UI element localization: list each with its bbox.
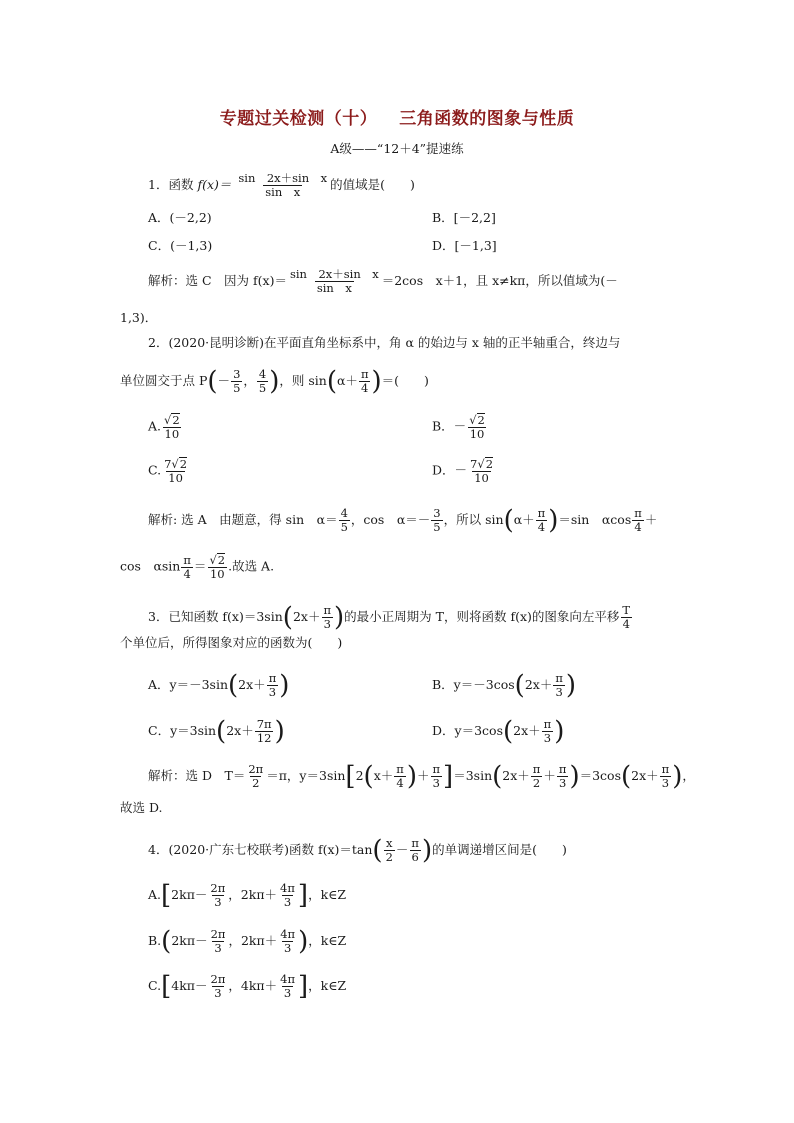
numerator: π xyxy=(532,762,541,776)
q1-option-d: D．[－1,3] xyxy=(432,238,497,253)
denominator: 4 xyxy=(361,381,369,396)
q2-solution-line2: cos αsin $\frac{\pi}{4}$ ＝ $\frac{√2}{10}$ .故选 A. xyxy=(120,552,275,582)
bracket: ] xyxy=(297,880,309,911)
fraction xyxy=(409,837,421,864)
fraction xyxy=(553,672,565,699)
q1-option-c: C．(－1,3) xyxy=(148,238,213,253)
denominator: sin x xyxy=(265,185,301,200)
denominator: 4 xyxy=(634,520,642,535)
denominator: 3 xyxy=(214,895,222,910)
numerator: sin 2x＋sin x xyxy=(238,171,328,185)
denominator: 5 xyxy=(233,381,241,396)
text: B．－ xyxy=(432,418,467,434)
denominator: 5 xyxy=(433,520,441,535)
text: ，k∈Z xyxy=(308,887,347,903)
numerator: 4π xyxy=(280,972,295,986)
q4-option-a xyxy=(148,882,346,909)
text: ，k∈Z xyxy=(308,978,347,994)
text: 2kπ－ xyxy=(171,887,208,903)
fraction xyxy=(278,882,297,909)
denominator: 10 xyxy=(474,471,489,486)
bracket: [ xyxy=(161,880,172,911)
text: ，cos α＝－ xyxy=(350,512,431,528)
denominator: 10 xyxy=(209,567,225,582)
numerator: π xyxy=(411,836,419,850)
text: D．－ xyxy=(432,462,468,478)
text: 2x＋ xyxy=(292,609,321,625)
paren: ) xyxy=(298,926,309,957)
paren: ) xyxy=(371,366,382,397)
fraction xyxy=(209,928,228,955)
q2-option-c xyxy=(148,457,190,485)
text: ， xyxy=(243,373,256,389)
fraction xyxy=(557,763,569,790)
fraction xyxy=(536,507,548,534)
text: x＋ xyxy=(373,768,394,784)
text: 2x＋ xyxy=(226,723,254,739)
text: ＋ xyxy=(543,768,556,784)
paren: ) xyxy=(274,716,285,747)
fraction xyxy=(384,837,395,864)
text: α＋ xyxy=(336,373,358,389)
q3-option-b xyxy=(432,672,576,699)
paren: ) xyxy=(421,835,433,866)
paren: ( xyxy=(503,505,514,536)
fraction xyxy=(430,763,442,790)
text: A. xyxy=(148,418,162,434)
q3-solution-cont: 故选 D. xyxy=(120,800,163,815)
fraction xyxy=(246,763,265,790)
denominator: 3 xyxy=(283,986,292,1001)
bracket: [ xyxy=(161,971,172,1002)
fraction xyxy=(236,172,329,199)
radicand: 2 xyxy=(477,413,485,427)
bracket: ] xyxy=(298,971,309,1002)
paren: ( xyxy=(502,716,514,747)
q3-stem-line2: 个单位后，所得图象对应的函数为( ) xyxy=(120,635,343,650)
q4-stem xyxy=(148,837,567,864)
paren: ) xyxy=(548,505,559,536)
denominator: 3 xyxy=(283,941,292,956)
numerator: 3 xyxy=(433,506,441,520)
paren: ) xyxy=(672,761,683,792)
fraction xyxy=(162,457,189,485)
denominator: 6 xyxy=(411,850,419,865)
numerator: π xyxy=(183,552,191,567)
numerator: 4 xyxy=(258,367,267,381)
numerator: 3 xyxy=(233,367,241,381)
paren: ) xyxy=(554,716,565,747)
fraction xyxy=(468,457,495,485)
numerator: 4π xyxy=(280,881,295,895)
paren: ( xyxy=(372,835,383,866)
text: ， xyxy=(682,768,695,784)
q4-option-c xyxy=(148,973,346,1000)
text: ＝π，y＝3sin xyxy=(266,768,346,784)
numerator: 2π xyxy=(210,972,226,986)
numerator: 2π xyxy=(210,881,226,895)
fraction xyxy=(278,973,297,1000)
fraction xyxy=(531,763,543,790)
q1-option-b: B．[－2,2] xyxy=(432,210,496,225)
numerator: 2π xyxy=(210,927,226,941)
numerator: sin 2x＋sin x xyxy=(289,267,379,281)
numerator: 7π xyxy=(256,717,272,731)
fraction xyxy=(162,413,182,441)
fraction xyxy=(209,973,228,1000)
denominator: 3 xyxy=(214,941,222,956)
denominator: 5 xyxy=(340,520,348,535)
numerator: 4 xyxy=(340,506,348,520)
fraction xyxy=(231,368,242,395)
sqrt-sign: √ xyxy=(164,413,172,427)
fraction xyxy=(181,554,193,581)
text: α＋ xyxy=(513,512,535,528)
text: 单位圆交于点 P xyxy=(120,373,208,389)
text: ，2kπ＋ xyxy=(228,887,278,903)
q3-option-c xyxy=(148,718,285,745)
text: ＝( ) xyxy=(381,373,429,389)
fraction xyxy=(542,718,554,745)
paren: ( xyxy=(161,926,172,957)
paren: ( xyxy=(216,716,227,747)
text: B．y＝－3cos xyxy=(432,677,515,693)
numerator xyxy=(467,413,487,427)
page-title xyxy=(0,104,794,129)
text: ，则 sin xyxy=(279,373,327,389)
text: ＋ xyxy=(416,768,430,784)
text: ，所以 sin xyxy=(443,512,504,528)
sqrt-sign: √ xyxy=(209,553,217,567)
denominator: sin x xyxy=(316,281,352,296)
fraction xyxy=(267,672,279,699)
numerator: π xyxy=(396,762,404,776)
fraction xyxy=(620,604,632,631)
text: ，2kπ＋ xyxy=(228,933,278,949)
denominator: 4 xyxy=(183,566,191,581)
text: 2kπ－ xyxy=(171,933,208,949)
text: .故选 A. xyxy=(228,558,275,574)
text: － xyxy=(395,842,409,858)
text: ，4kπ＋ xyxy=(228,978,278,994)
numerator: π xyxy=(432,762,441,776)
radicand: 2 xyxy=(217,553,226,567)
numerator: π xyxy=(543,717,552,731)
fraction xyxy=(321,604,333,631)
denominator: 3 xyxy=(661,776,670,791)
denominator: 3 xyxy=(283,895,292,910)
numerator: 4π xyxy=(280,927,296,941)
q1-solution xyxy=(148,268,618,295)
denominator: 2 xyxy=(532,776,541,791)
denominator: 5 xyxy=(258,381,267,396)
numerator: π xyxy=(323,603,332,617)
text: cos αsin xyxy=(120,558,181,574)
fraction xyxy=(278,928,297,955)
numerator: T xyxy=(622,603,631,617)
q3-option-a xyxy=(148,672,289,699)
paren: ( xyxy=(207,366,218,397)
q2-option-b xyxy=(432,413,488,441)
title-topic: 三角函数的图象与性质 xyxy=(399,109,575,129)
q2-stem-line2 xyxy=(120,368,429,395)
text: ＝sin αcos xyxy=(558,512,632,528)
fraction xyxy=(660,763,672,790)
denominator: 10 xyxy=(469,427,485,442)
denominator: 3 xyxy=(558,776,567,791)
text: 的值域是( ) xyxy=(330,177,415,193)
text: 2 xyxy=(355,768,364,784)
numerator: π xyxy=(661,762,670,776)
denominator: 12 xyxy=(256,731,272,746)
fraction xyxy=(394,763,406,790)
denominator: 10 xyxy=(168,471,183,486)
denominator: 3 xyxy=(268,685,277,700)
radicand: 2 xyxy=(172,413,180,427)
text: B. xyxy=(148,933,162,949)
q1-stem xyxy=(148,172,415,199)
text: 2x＋ xyxy=(502,768,530,784)
text: 2x＋ xyxy=(513,723,541,739)
text: 4kπ－ xyxy=(171,978,208,994)
sqrt-sign: √ xyxy=(171,457,179,471)
numerator: π xyxy=(555,671,563,685)
numerator: 2π xyxy=(248,762,264,776)
numerator: π xyxy=(537,506,546,520)
text: ＋ xyxy=(644,512,658,528)
text: － xyxy=(217,373,231,389)
q2-option-d xyxy=(432,457,496,485)
paren: ) xyxy=(565,670,577,701)
q4-option-b xyxy=(148,928,346,955)
paren: ) xyxy=(569,761,580,792)
denominator: 4 xyxy=(622,617,630,632)
text: 2x＋ xyxy=(631,768,659,784)
denominator: 3 xyxy=(555,685,563,700)
text: 1．函数 xyxy=(148,177,194,193)
text: C．y＝3sin xyxy=(148,723,217,739)
denominator: 4 xyxy=(537,520,546,535)
q3-option-d xyxy=(432,718,564,745)
q3-stem-line1 xyxy=(148,604,633,631)
paren: ( xyxy=(363,761,374,792)
paren: ( xyxy=(621,761,632,792)
text: 2x＋ xyxy=(524,677,553,693)
text: 4．(2020·广东七校联考)函数 f(x)＝tan xyxy=(148,842,373,858)
bracket: [ xyxy=(345,761,356,792)
text: D．y＝3cos xyxy=(432,723,503,739)
fraction xyxy=(255,718,274,745)
paren: ( xyxy=(228,670,239,701)
numerator: π xyxy=(558,762,567,776)
paren: ) xyxy=(406,761,417,792)
numerator xyxy=(207,553,227,567)
denominator: 10 xyxy=(164,427,180,442)
q1-solution-cont: 1,3)． xyxy=(120,310,158,325)
radicand: 2 xyxy=(179,457,188,471)
denominator: 3 xyxy=(323,617,331,632)
text: ＝3sin xyxy=(453,768,493,784)
fraction xyxy=(467,413,487,441)
numerator xyxy=(162,413,182,427)
text: A. xyxy=(148,887,162,903)
text: 解析：选 C 因为 f(x)＝ xyxy=(148,273,287,289)
fraction xyxy=(288,268,381,295)
numerator: π xyxy=(634,506,642,520)
sqrt-sign: √ xyxy=(469,413,477,427)
numerator xyxy=(468,457,495,471)
q2-stem-line1: 2．(2020·昆明诊断)在平面直角坐标系中，角 α 的始边与 x 轴的正半轴重合，终边与 xyxy=(148,335,621,350)
fraction xyxy=(208,882,227,909)
numerator: x xyxy=(385,836,393,850)
denominator: 3 xyxy=(214,986,222,1001)
paren: ( xyxy=(326,366,337,397)
fraction xyxy=(632,507,644,534)
q2-solution-line1 xyxy=(148,507,657,534)
text: 7 xyxy=(470,457,478,471)
fraction xyxy=(257,368,268,395)
text: C. xyxy=(148,462,162,478)
denominator: 3 xyxy=(432,776,440,791)
denominator: 3 xyxy=(543,731,552,746)
fraction xyxy=(359,368,371,395)
text: A．y＝－3sin xyxy=(148,677,229,693)
q2-option-a xyxy=(148,413,183,441)
radicand: 2 xyxy=(485,457,494,471)
q1-option-a: A．(－2,2) xyxy=(148,210,212,225)
text: f(x)＝ xyxy=(197,177,232,193)
numerator: π xyxy=(268,671,277,685)
fraction xyxy=(431,507,442,534)
text: 解析: 选 A 由题意，得 sin α＝ xyxy=(148,512,338,528)
paren: ( xyxy=(282,602,293,633)
numerator: π xyxy=(360,367,369,381)
text: 的最小正周期为 T，则将函数 f(x)的图象向左平移 xyxy=(344,609,620,625)
fraction xyxy=(207,553,227,581)
title-main: 专题过关检测（十） xyxy=(219,109,378,129)
denominator: 2 xyxy=(252,776,260,791)
text: 解析：选 D T＝ xyxy=(148,768,246,784)
paren: ( xyxy=(514,670,525,701)
text: ＝3cos xyxy=(579,768,621,784)
denominator: 2 xyxy=(385,850,393,865)
paren: ) xyxy=(269,366,280,397)
q3-solution xyxy=(148,763,695,790)
section-subtitle: A级——“12＋4”提速练 xyxy=(330,141,464,156)
paren: ( xyxy=(492,761,503,792)
text: 7 xyxy=(164,457,172,471)
fraction xyxy=(339,507,350,534)
numerator xyxy=(162,457,189,471)
text: 的单调递增区间是( ) xyxy=(432,842,567,858)
text: 2x＋ xyxy=(238,677,266,693)
text: C. xyxy=(148,978,162,994)
sqrt-sign: √ xyxy=(477,457,485,471)
paren: ) xyxy=(334,602,345,633)
text: ，k∈Z xyxy=(308,933,347,949)
paren: ) xyxy=(279,670,290,701)
bracket: ] xyxy=(443,761,454,792)
denominator: 4 xyxy=(396,776,404,791)
text: ＝2cos x＋1，且 x≠kπ，所以值域为(－ xyxy=(381,273,618,289)
text: 3．已知函数 f(x)＝3sin xyxy=(148,609,283,625)
